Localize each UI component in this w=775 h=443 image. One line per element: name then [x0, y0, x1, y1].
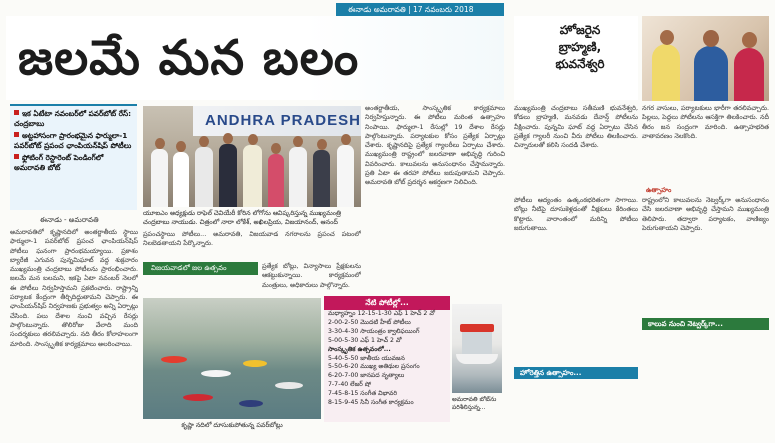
masthead: ఈనాడు అమరావతి | 17 నవంబరు 2018 [336, 3, 504, 17]
events-schedule-box [324, 296, 450, 422]
powerboats-caption: కృష్ణా నదిలో దూసుకుపోతున్న పవర్‌బోట్లు [181, 421, 283, 429]
event-row: మధ్యాహ్నం 12-15-1-30 ఎఫ్ 1 హెచ్ 2 వో [328, 310, 435, 317]
stage-banner-text: ANDHRA PRADESH [205, 112, 361, 129]
ceremony-photo [143, 106, 361, 207]
ceremony-photo-caption: యూఐఎం అధ్యక్షుడు రాఫెల్ చెవియేరీ కోరిన లోగోను ఆవిష్కరిస్తున్న ముఖ్యమంత్రి చంద్రబాబు నాయుడు. చిత్రంలో నారా లోకేశ్, అఖిలప్రియ, విజయానంద్, ఆనంద్ [143, 209, 341, 226]
mid-text-a: ప్రపంచస్థాయి పోటీలు... అమరావతి, విజయవాడ నగరాలను ప్రపంచ పటంలో నిలబెడతాయని పేర్కొన్నారు. [143, 230, 361, 248]
powerboats-photo [143, 298, 321, 419]
bullet-square-icon [14, 132, 19, 137]
side-subhead-b: హోరెత్తిన ఉత్సాహం... [514, 367, 638, 379]
event-row: 2-00-2-50 మొదటి హీట్ పోటీలు [328, 318, 411, 326]
bullet-square-icon [14, 154, 19, 159]
event-row: 7-45-8-15 సంగీత విభావరి [328, 390, 398, 398]
family-photo [642, 16, 769, 101]
side-column-b: నగర వాసులు, పర్యాటకులు భారీగా తరలివచ్చారు. పిల్లలు, పెద్దలు పోటీలను ఆసక్తిగా తిలకించారు. నదీ తీరం జన సంద్రంగా మారింది. ఉత్సాహభరిత వాతావరణం నెలకొంది. [642, 104, 769, 140]
amaravati-boat-caption: అమరావతి బోట్‌ను పరిశీలిస్తున్న... [452, 396, 497, 411]
event-row: 7-7-40 లేజర్ షో [328, 381, 372, 389]
event-row: 6-20-7-00 జానపద నృత్యాలు [328, 372, 405, 380]
left-column-text: అమరావతిలో కృష్ణానదిలో అంతర్జాతీయ స్థాయి ఫార్ములా-1 పవర్‌బోట్ ప్రపంచ ఛాంపియన్‌షిప్ పోటీలు ఘనంగా ప్రారంభమయ్యాయి. ప్రకాశం బ్యారేజీ ఎగువన పున్నమిఘాట్ వద్ద శుక్రవారం ముఖ్యమంత్రి చంద్రబాబు పోటీలను ప్రారంభించారు. జలమే మన బలమని, ఇకపై ఏటా నవంబర్ నెలలో ఈ పోటీలు నిర్వహిస్తామని ప్రకటించారు. రాష్ట్రాన్ని పర్యాటక కేంద్రంగా తీర్చిదిద్దుతామని చెప్పారు. ఈ ఛాంపియన్‌షిప్ నిర్వహణకు ప్రభుత్వం అన్ని ఏర్పాట్లు చేసింది. పలు దేశాల నుంచి వచ్చిన రేసర్లు పాల్గొంటున్నారు. తొలిరోజు వేలాది మంది సందర్శకులు తరలివచ్చారు. నది తీరం కోలాహలంగా మారింది. సాంస్కృతిక కార్యక్రమాలు అలరించాయి. [10, 228, 138, 348]
event-row: 5-50-6-20 ముఖ్య అతిథుల ప్రసంగం [328, 363, 420, 371]
dateline: ఈనాడు - అమరావతి [40, 216, 99, 224]
side-column-a: ముఖ్యమంత్రి చంద్రబాబు సతీమణి భువనేశ్వరి, కోడలు బ్రాహ్మణి, మనవడు దేవాన్ష్ పోటీలను వీక్షించారు. పున్నమి ఘాట్ వద్ద ఏర్పాటు చేసిన ప్రత్యేక గ్యాలరీ నుంచి వీరు పోటీలు తిలకించారు. చిన్నారులతో కలిసి సందడి చేశారు. [514, 104, 638, 150]
center-column-text: అంతర్జాతీయ, సాంస్కృతిక కార్యక్రమాలు నిర్వహిస్తున్నారు. ఈ పోటీలు మరింత ఉత్సాహం నింపాయి. ఫార్ములా-1 రేసుల్లో 19 దేశాల రేసర్లు పాల్గొంటున్నారు. పర్యాటకుల కోసం ప్రత్యేక ఏర్పాట్లు చేశారు. కృష్ణానదిపై ప్రత్యేక గ్యాలరీలు ఏర్పాటు చేశారు. ముఖ్యమంత్రి రాష్ట్రంలో జలరవాణా అభివృద్ధి గురించి వివరించారు. కాలువలను అనుసంధానం చేస్తామన్నారు. ప్రతి ఏటా ఈ తరహా పోటీలు జరుపుతామని చెప్పారు. అమరావతి బోట్ ప్రదర్శన ఆకర్షణగా నిలిచింది. [365, 104, 505, 187]
side-column-c: పోటీలు ఆద్యంతం ఉత్కంఠభరితంగా సాగాయి. బోట్లు నీటిపై దూసుకెళ్లడంతో వీక్షకులు కేరింతలు కొట్టారు. వారాంతంలో మరిన్ని పోటీలు జరుగుతాయి. [514, 196, 638, 232]
highlight-item: అట్టహాసంగా ప్రారంభమైన ఫార్ములా-1 పవర్‌బోట్ ప్రపంచ ఛాంపియన్‌షిప్ పోటీలు [14, 131, 132, 150]
side-feature-title: హోజరైన బ్రాహ్మణి, భువనేశ్వరి [555, 23, 605, 71]
bullet-square-icon [14, 110, 19, 115]
mid-text-b: ప్రత్యేక బోట్లు, విన్యాసాలు ప్రేక్షకులను ఆకట్టుకున్నాయి. కార్యక్రమంలో మంత్రులు, అధికారులు పాల్గొన్నారు. [262, 262, 361, 289]
event-row: 3-30-4-30 సాయంత్రం క్వాలిఫయింగ్ [328, 327, 420, 335]
amaravati-boat-photo [452, 304, 502, 393]
event-subhead: సాంస్కృతిక ఉత్సవంలో... [328, 345, 391, 353]
events-title: నేటి పోటీల్లో... [324, 296, 450, 310]
section-header-green: విజయవాడలో జల ఉత్సవం [143, 262, 258, 275]
side-column-d: రాష్ట్రంలోని కాలువలను నెట్వర్క్‌గా అనుసంధానం చేసి జలరవాణా అభివృద్ధి చేస్తామని ముఖ్యమంత్రి తెలిపారు. తద్వారా పర్యాటకం, వాణిజ్యం పెరుగుతాయని చెప్పారు. [642, 196, 769, 232]
side-subhead-a: ఉత్సాహం [646, 186, 672, 194]
event-row: 8-15-9-45 సినీ సంగీత కార్యక్రమం [328, 399, 414, 407]
highlights-box [10, 104, 137, 210]
highlight-item: ఇక ఏటేటా నవంబర్‌లో పవర్‌బోట్ రేస్‌: చంద్రబాబు [14, 109, 132, 128]
event-row: 5-00-5-30 ఎఫ్ 1 హెచ్ 2 వో [328, 336, 402, 344]
side-header-c: కాలువ నుంచి నెట్వర్క్‌గా... [642, 318, 769, 330]
highlight-item: ఫ్లోటింగ్ రెస్టారెంట్ పెండింగ్‌లో అమరావతి బోట్ [14, 153, 104, 172]
main-headline: జలమే మన బలం [18, 30, 360, 86]
event-row: 5-40-5-50 జాతీయ యువజన [328, 354, 405, 362]
